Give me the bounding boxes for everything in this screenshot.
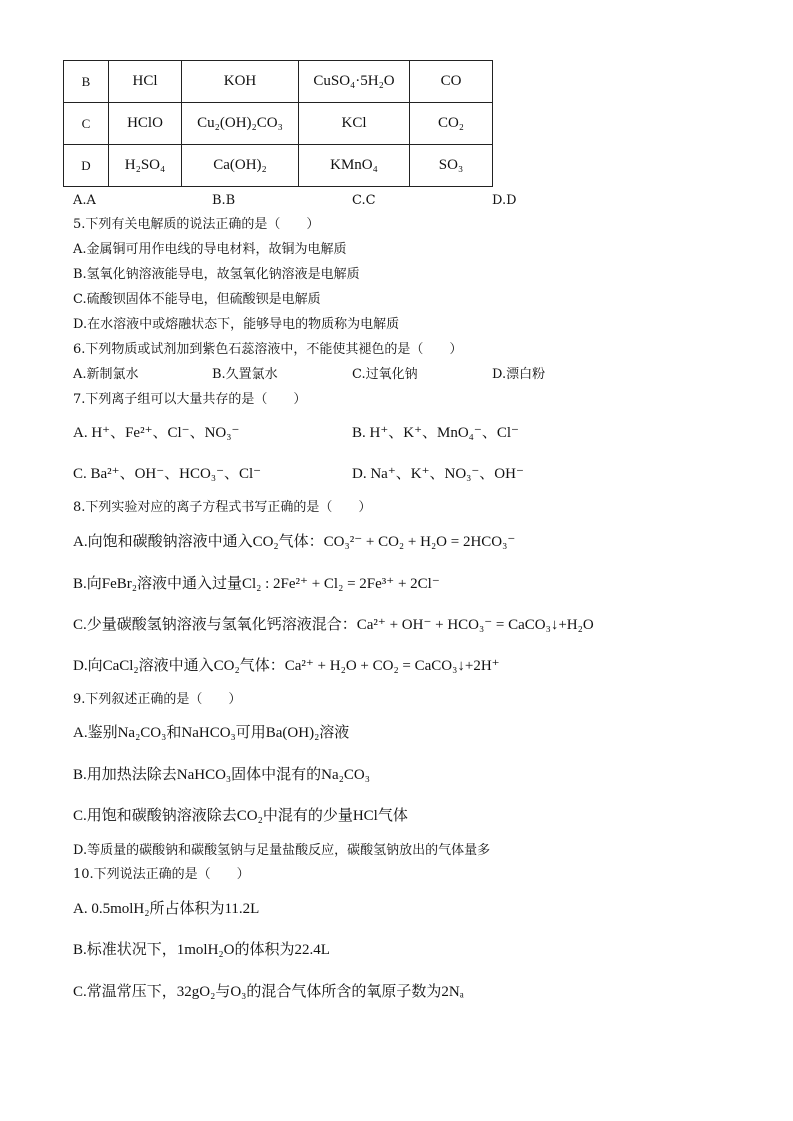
table-cell: Ca(OH)₂	[182, 145, 299, 187]
table-row	[64, 103, 493, 145]
table-cell: KMnO₄	[299, 145, 410, 187]
q9-option-d: D.等质量的碳酸钠和碳酸氢钠与足量盐酸反应，碳酸氢钠放出的气体量多	[73, 843, 491, 858]
q8-stem: 8.下列实验对应的离子方程式书写正确的是（ ）	[73, 500, 372, 515]
q7-stem: 7.下列离子组可以大量共存的是（ ）	[73, 392, 307, 407]
row-label: B	[64, 61, 109, 103]
classification-table	[63, 60, 493, 187]
table-row	[64, 61, 493, 103]
q6-stem: 6.下列物质或试剂加到紫色石蕊溶液中，不能使其褪色的是（ ）	[73, 342, 463, 357]
table-cell: H₂SO₄	[109, 145, 182, 187]
q9-option-b: B.用加热法除去NaHCO₃固体中混有的Na₂CO₃	[73, 767, 370, 783]
table-cell: KOH	[182, 61, 299, 103]
q9-option-c: C.用饱和碳酸钠溶液除去CO₂中混有的少量HCl气体	[73, 808, 408, 824]
q7-option-b: B. H⁺、K⁺、MnO₄⁻、Cl⁻	[352, 425, 519, 441]
row-label: C	[64, 103, 109, 145]
q9-option-a: A.鉴别Na₂CO₃和NaHCO₃可用Ba(OH)₂溶液	[73, 725, 350, 741]
q5-option-c: C.硫酸钡固体不能导电，但硫酸钡是电解质	[73, 292, 321, 307]
q4-option-d: D.D	[492, 193, 517, 208]
table-cell: HClO	[109, 103, 182, 145]
q10-option-b: B.标准状况下，1molH₂O的体积为22.4L	[73, 942, 330, 958]
table-row	[64, 145, 493, 187]
table-cell: SO₃	[410, 145, 493, 187]
table-cell: CuSO₄·5H₂O	[299, 61, 410, 103]
q10-option-c: C.常温常压下，32gO₂与O₃的混合气体所含的氧原子数为2Nₐ	[73, 984, 464, 1000]
q8-option-c: C.少量碳酸氢钠溶液与氢氧化钙溶液混合：Ca²⁺ + OH⁻ + HCO₃⁻ = CaCO₃↓+H₂O	[73, 617, 594, 633]
q10-stem: 10.下列说法正确的是（ ）	[73, 867, 250, 882]
q7-option-c: C. Ba²⁺、OH⁻、HCO₃⁻、Cl⁻	[73, 466, 262, 482]
q8-option-d: D.向CaCl₂溶液中通入CO₂气体：Ca²⁺ + H₂O + CO₂ = CaCO₃↓+2H⁺	[73, 658, 500, 674]
q4-option-c: C.C	[352, 193, 376, 208]
q5-option-d: D.在水溶液中或熔融状态下，能够导电的物质称为电解质	[73, 317, 400, 332]
q6-option-b: B.久置氯水	[212, 367, 278, 382]
q10-option-a: A. 0.5molH₂所占体积为11.2L	[73, 901, 260, 917]
q6-option-d: D.漂白粉	[492, 367, 546, 382]
q8-option-a: A.向饱和碳酸钠溶液中通入CO₂气体：CO₃²⁻ + CO₂ + H₂O = 2HCO₃⁻	[73, 534, 516, 550]
row-label: D	[64, 145, 109, 187]
table-cell: CO₂	[410, 103, 493, 145]
q5-option-b: B.氢氧化钠溶液能导电，故氢氧化钠溶液是电解质	[73, 267, 360, 282]
q8-option-b: B.向FeBr₂溶液中通入过量Cl₂ : 2Fe²⁺ + Cl₂ = 2Fe³⁺ + 2Cl⁻	[73, 576, 440, 592]
q6-option-c: C.过氧化钠	[352, 367, 418, 382]
q7-option-a: A. H⁺、Fe²⁺、Cl⁻、NO₃⁻	[73, 425, 240, 441]
q4-option-b: B.B	[212, 193, 236, 208]
table-cell: KCl	[299, 103, 410, 145]
q5-option-a: A.金属铜可用作电线的导电材料，故铜为电解质	[73, 242, 347, 257]
table-cell: Cu₂(OH)₂CO₃	[182, 103, 299, 145]
q4-option-a: A.A	[73, 193, 96, 208]
q5-stem: 5.下列有关电解质的说法正确的是（ ）	[73, 217, 320, 232]
q6-option-a: A.新制氯水	[73, 367, 139, 382]
q7-option-d: D. Na⁺、K⁺、NO₃⁻、OH⁻	[352, 466, 524, 482]
table-cell: CO	[410, 61, 493, 103]
table-cell: HCl	[109, 61, 182, 103]
q9-stem: 9.下列叙述正确的是（ ）	[73, 692, 242, 707]
